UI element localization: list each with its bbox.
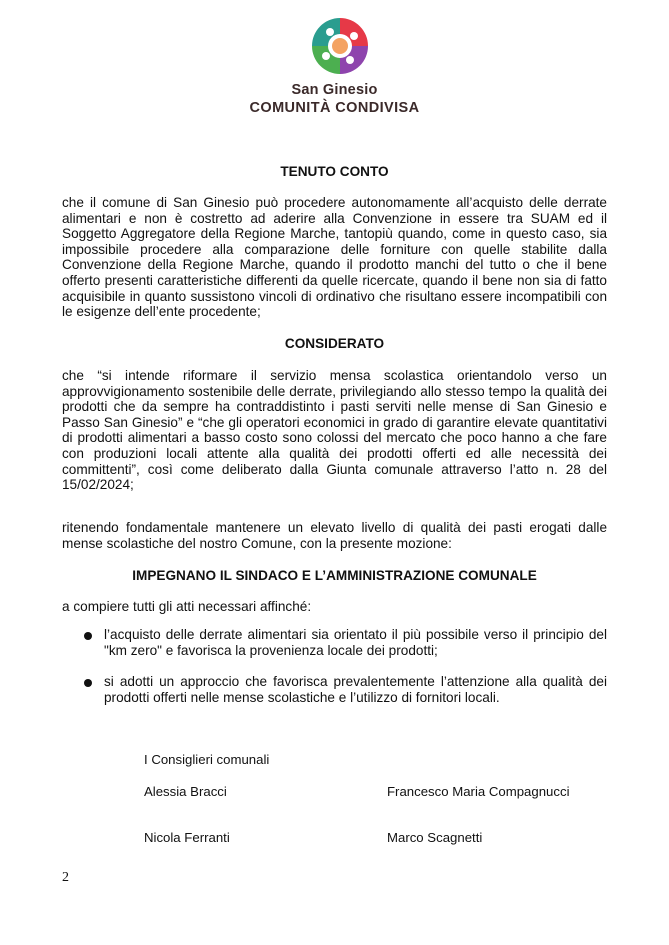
signature-name: Marco Scagnetti [387,830,483,845]
heading-impegnano: IMPEGNANO IL SINDACO E L’AMMINISTRAZIONE COMUNALE [132,568,537,583]
signatures-title: I Consiglieri comunali [144,752,270,767]
paragraph-considerato: che “si intende riformare il servizio mensa scolastica orientandolo verso un approvvigionamento sostenibile delle derrate, privilegiando allo stesso tempo la qualità dei prodotti che da sempre ha contraddistinto i pasti serviti nelle mense di San Ginesio e Passo San Ginesio” e “che gli operatori economici in grado di garantire elevate quantitativi di prodotti alimentari a basso costo sono colossi del mercato che poco hanno a che fare con produzioni locali attente alla qualità dei prodotti offerti ed alle necessità dei committenti”, così come deliberato dalla Giunta comunale attraverso l’atto n. 28 del 15/02/2024; [62,368,607,493]
paragraph-intro: a compiere tutti gli atti necessari affinché: [62,599,312,614]
paragraph-tenuto-conto: che il comune di San Ginesio può procedere autonomamente all’acquisto delle derrate alimentari e non è costretto ad aderire alla Convenzione in essere tra SUAM ed il Soggetto Aggregatore della Regione Marche, tantopiù quando, come in questo caso, sia impossibile procedere alla comparazione delle forniture con quelle stabilite dalla Convenzione della Regione Marche, quando il prodotto manchi del tutto o che il bene offerto presenti caratteristiche differenti da quelle ricercate, quando il bene non sia di fatto acquisibile in quanto sussistono vincoli di ordinativo che risultano essere incompatibili con le esigenze dell’ente procedente; [62,195,607,320]
signature-name: Francesco Maria Compagnucci [387,784,570,799]
list-item: si adotti un approccio che favorisca prevalentemente l’attenzione alla qualità dei prodotti offerti nelle mense scolastiche e l’utilizzo di fornitori locali. [104,674,607,705]
paragraph-ritenendo: ritenendo fondamentale mantenere un elevato livello di qualità dei pasti erogati dalle mense scolastiche del nostro Comune, con la presente mozione: [62,520,607,551]
page-number: 2 [62,870,69,885]
signature-name: Alessia Bracci [144,784,227,799]
bullet-icon [84,632,92,640]
community-logo-icon [308,14,372,78]
heading-tenuto-conto: TENUTO CONTO [280,164,389,179]
bullet-icon [84,679,92,687]
heading-considerato: CONSIDERATO [284,336,385,351]
brand-tagline: COMUNITÀ CONDIVISA [249,100,420,116]
brand-name: San Ginesio [291,82,378,98]
list-item: l’acquisto delle derrate alimentari sia orientato il più possibile verso il principio del "km zero" e favorisca la provenienza locale dei prodotti; [104,627,607,658]
signature-name: Nicola Ferranti [144,830,230,845]
